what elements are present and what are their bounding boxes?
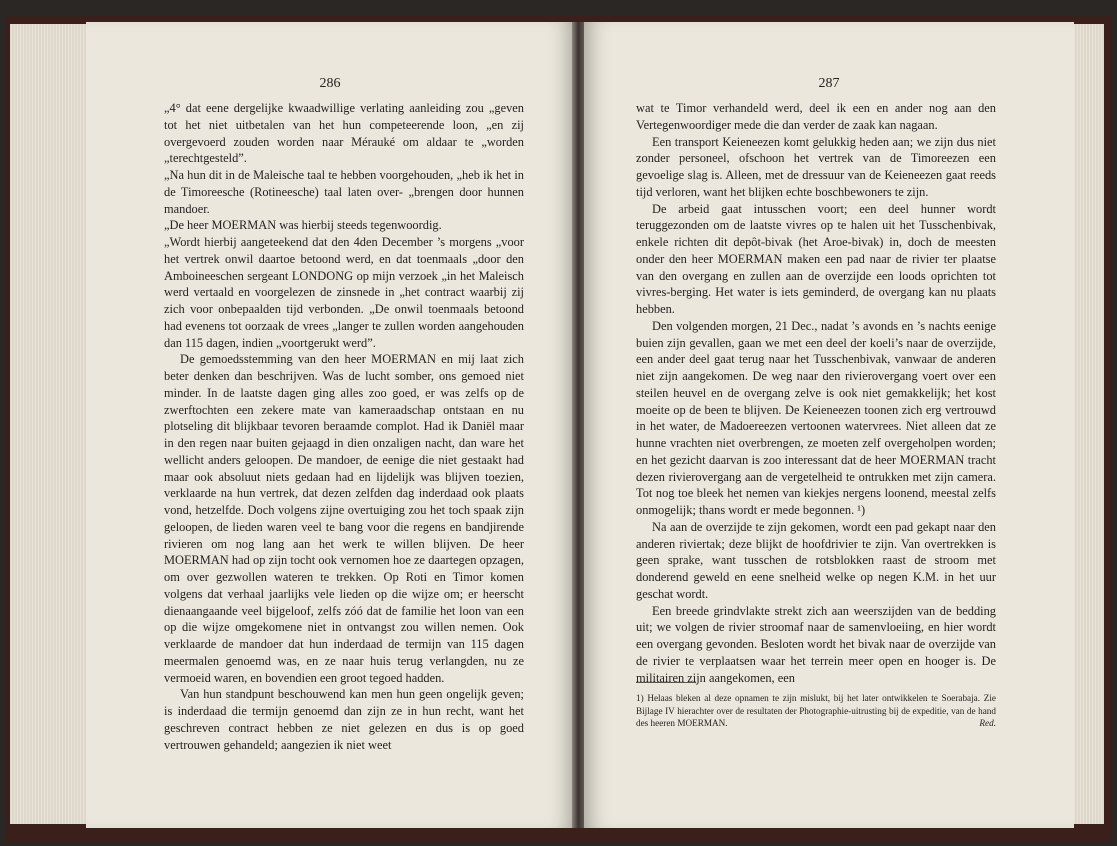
- paragraph: „De heer MOERMAN was hierbij steeds tegenwoordig.: [164, 218, 442, 233]
- paragraph: De arbeid gaat intusschen voort; een deel hunner wordt teruggezonden om de laatste vivres op te halen uit het Tusschenbivak, enkele richten dit depôt-bivak (het Aroe-bivak) in, doch de meesten onder den heer MOERMAN maken een pad naar de rivier ter plaatse van den overgang en zullen aan de overzijde een loods oprichten tot vivres-berging. Het water is iets geminderd, de overgang kan nu plaats hebben.: [636, 201, 996, 316]
- paragraph: „4° dat eene dergelijke kwaadwillige verlating aanleiding zou „geven tot het niet uitbetalen van het hun competeerende loon, „en zij overgevoerd zouden worden naar Mérauké om aldaar te „worden „terechtgesteld”.: [164, 101, 524, 166]
- page-number: 286: [319, 76, 341, 91]
- footnote: [636, 692, 996, 730]
- footnote-sign: Red.: [979, 718, 996, 728]
- page-edges-left: [10, 24, 88, 824]
- page-text: [636, 100, 996, 686]
- paragraph: Een transport Keieneezen komt gelukkig heden aan; we zijn dus niet zonder personeel, ofschoon het vertrek van de Timoreezen een gevoelige slag is. Alleen, met de dressuur van de Keieneezen gaat reeds tijd verloren, want het blijken echte boschbewoners te zijn.: [636, 134, 996, 199]
- page-number: 287: [818, 76, 840, 91]
- paragraph: Den volgenden morgen, 21 Dec., nadat ’s avonds en ’s nachts eenige buien zijn gevallen, gaan we met een deel der koeli’s naar de overzijde, een ander deel gaat terug naar het Tusschenbivak, vanwaar de anderen niet zijn aangekomen. De weg naar den rivierovergang voert over een steilen heuvel en de overgang zelve is ook niet gemakkelijk; het kost moeite op de been te blijven. De Keieneezen toonen zich erg vertrouwd in het water, de Madoereezen vertoonen watervrees. Niet alleen dat ze hunne vrachten niet overbrengen, ze moeten zelf overgeholpen worden; en het gezicht daarvan is zoo interessant dat de heer MOERMAN tracht dezen rivierovergang aan de vergetelheid te ontrukken met zijn camera. Tot nog toe bleek het nemen van kiekjes nergens loonend, meestal zelfs onmogelijk; thans wordt er mede begonnen. ¹): [636, 318, 996, 517]
- page-text: [164, 100, 524, 753]
- page-edges-right: [1070, 24, 1104, 824]
- paragraph: Van hun standpunt beschouwend kan men hun geen ongelijk geven; is inderdaad die termijn genoemd dan zijn ze in hun recht, want het geschreven contract hebben ze niet gelezen en dus is op goed vertrouwen gehandeld; aangezien ik niet weet: [164, 687, 524, 752]
- right-page: [584, 22, 1074, 828]
- paragraph: „Wordt hierbij aangeteekend dat den 4den December ’s morgens „voor het vertrek onwil daartoe betoond werd, en dat toenmaals „door den Amboineeschen sergeant LONDONG op mijn verzoek „in het Maleisch werd vertaald en voorgelezen de zinsnede in „het contract waarbij zij zich voor onbepaalden tijd verbonden. „De onwil toenmaals betoond had evenens tot oorzaak de vrees „langer te zullen worden aangehouden dan 115 dagen, indien „voortgerukt werd”.: [164, 235, 524, 350]
- paragraph: „Na hun dit in de Maleische taal te hebben voorgehouden, „heb ik het in de Timoreesche (Rotineesche) taal laten over- „brengen door hunnen mandoer.: [164, 168, 524, 216]
- paragraph: Een breede grindvlakte strekt zich aan weerszijden van de bedding uit; we volgen de rivier stroomaf naar de samenvloeiing, en hier wordt een overgang gevonden. Besloten wordt het bivak naar de overzijde van de rivier te verplaatsen waar het terrein meer open en hooger is. De militairen zijn aangekomen, een: [636, 603, 996, 685]
- paragraph: Na aan de overzijde te zijn gekomen, wordt een pad gekapt naar den anderen riviertak; deze blijkt de hoofdrivier te zijn. Van overtrekken is geen sprake, want tusschen de rotsblokken raast de stroom met donderend geweld en eene snelheid welke op negen K.M. in het uur geschat wordt.: [636, 519, 996, 601]
- left-page: [86, 22, 574, 828]
- footnote-rule: [636, 682, 696, 683]
- paragraph: De gemoedsstemming van den heer MOERMAN en mij laat zich beter denken dan beschrijven. Was de lucht somber, ons gemoed niet minder. In de laatste dagen ging alles zoo goed, er was zelfs op de zwerftochten een zekere mate van kameraadschap ontstaan en nu plotseling dit blijkbaar tevoren beraamde complot. Had ik Daniël maar in den regen naar buiten gejaagd in dien onzaligen nacht, dan ware het wellicht anders geloopen. De mandoer, de eenige die niet gestaakt had maar ook absoluut niets gedaan had en lijdelijk was blijven toezien, verklaarde na hun vertrek, dat dezen zelfden dag inderdaad ook plaats vond, hetzelfde. Doch volgens zijne overtuiging zou het toch spaak zijn geloopen, de lieden waren veel te bang voor die regens en bandjirende rivieren om nog lang aan het werk te willen blijven. De heer MOERMAN had op zijn tocht ook vernomen hoe ze daartegen opzagen, om over gezwollen wateren te trekken. Op Roti en Timor komen volgens dat verhaal jaarlijks vele lieden op die wijze om; er heerscht dienaangaande veel bijgeloof, zelfs zóó dat de familie het loon van een op die wijze omgekomene niet in ontvangst zou willen nemen. Ook verklaarde de mandoer dat hun inderdaad de termijn van 115 dagen meermalen genoemd was, en ze naar huis terug verlangden, nu ze vermoeid waren, en bovendien een groot tegoed hadden.: [164, 352, 524, 685]
- footnote-text: 1) Helaas bleken al deze opnamen te zijn mislukt, bij het later ontwikkelen te Soerabaja. Zie Bijlage IV hierachter over de resultaten der Photographie-uitrusting bij de expeditie, van de hand des heeren MOERMAN.: [636, 693, 996, 728]
- paragraph: wat te Timor verhandeld werd, deel ik een en ander nog aan den Vertegenwoordiger mede die dan verder de zaak kan nagaan.: [636, 101, 996, 132]
